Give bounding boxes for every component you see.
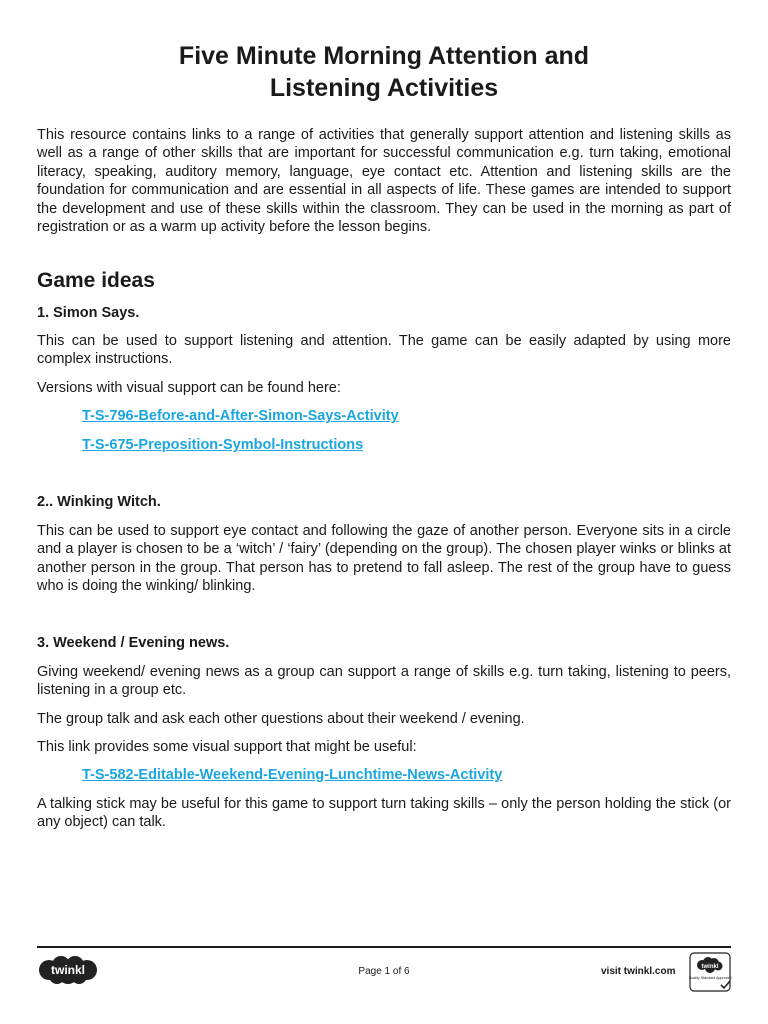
- quality-standard-badge: [689, 952, 733, 992]
- game-2-title: 2.. Winking Witch.: [37, 494, 161, 510]
- page-title: [37, 40, 731, 104]
- page-number: Page 1 of 6: [358, 966, 410, 977]
- footer-divider: [37, 946, 731, 948]
- badge-brand-text: twinkl: [701, 964, 719, 970]
- visit-link[interactable]: visit twinkl.com: [601, 966, 676, 977]
- game-1-versions-text: Versions with visual support can be found here:: [37, 380, 341, 396]
- game-3-title: 3. Weekend / Evening news.: [37, 635, 230, 651]
- game-3-link-intro: This link provides some visual support that might be useful:: [37, 739, 417, 755]
- title-line-2: Listening Activities: [269, 74, 499, 102]
- game-3-talking-stick: A talking stick may be useful for this game to support turn taking skills – only the person holding the stick (or any object) can talk.: [37, 796, 731, 831]
- game-3-description: Giving weekend/ evening news as a group can support a range of skills e.g. turn taking, listening to peers, listening in a group etc.: [37, 664, 731, 699]
- link-simon-says-activity[interactable]: T-S-796-Before-and-After-Simon-Says-Activity: [82, 408, 399, 424]
- game-2-description: This can be used to support eye contact and following the gaze of another person. Everyone sits in a circle and a player is chosen to be a ‘witch’ / ‘fairy’ (depending on the group). The chosen player winks or blinks at another person in the group. That person has to pretend to fall asleep. The rest of the group have to guess who is doing the winking/ blinking.: [37, 523, 731, 595]
- logo-text: twinkl: [50, 963, 86, 977]
- link-weekend-news-activity[interactable]: T-S-582-Editable-Weekend-Evening-Lunchtime-News-Activity: [82, 767, 503, 783]
- badge-caption: Quality Standard Approved: [689, 976, 732, 980]
- intro-paragraph: This resource contains links to a range of activities that generally support attention and listening skills as well as a range of other skills that are important for successful communication e.g. turn taking, emotional literacy, speaking, auditory memory, language, eye contact etc. Attention and listening skills are the foundation for communication and are essential in all aspects of life. These games are intended to support the development and use of these skills within the classroom. They can be used in the morning as part of registration or as a warm up activity before the lesson begins.: [37, 127, 731, 236]
- game-1-description: This can be used to support listening and attention. The game can be easily adapted by using more complex instructions.: [37, 333, 731, 368]
- game-3-group-talk: The group talk and ask each other questions about their weekend / evening.: [37, 711, 525, 727]
- link-preposition-symbol-instructions[interactable]: T-S-675-Preposition-Symbol-Instructions: [82, 437, 364, 453]
- section-heading: Game ideas: [37, 269, 155, 292]
- title-line-1: Five Minute Morning Attention and: [178, 42, 590, 70]
- game-1-title: 1. Simon Says.: [37, 305, 140, 321]
